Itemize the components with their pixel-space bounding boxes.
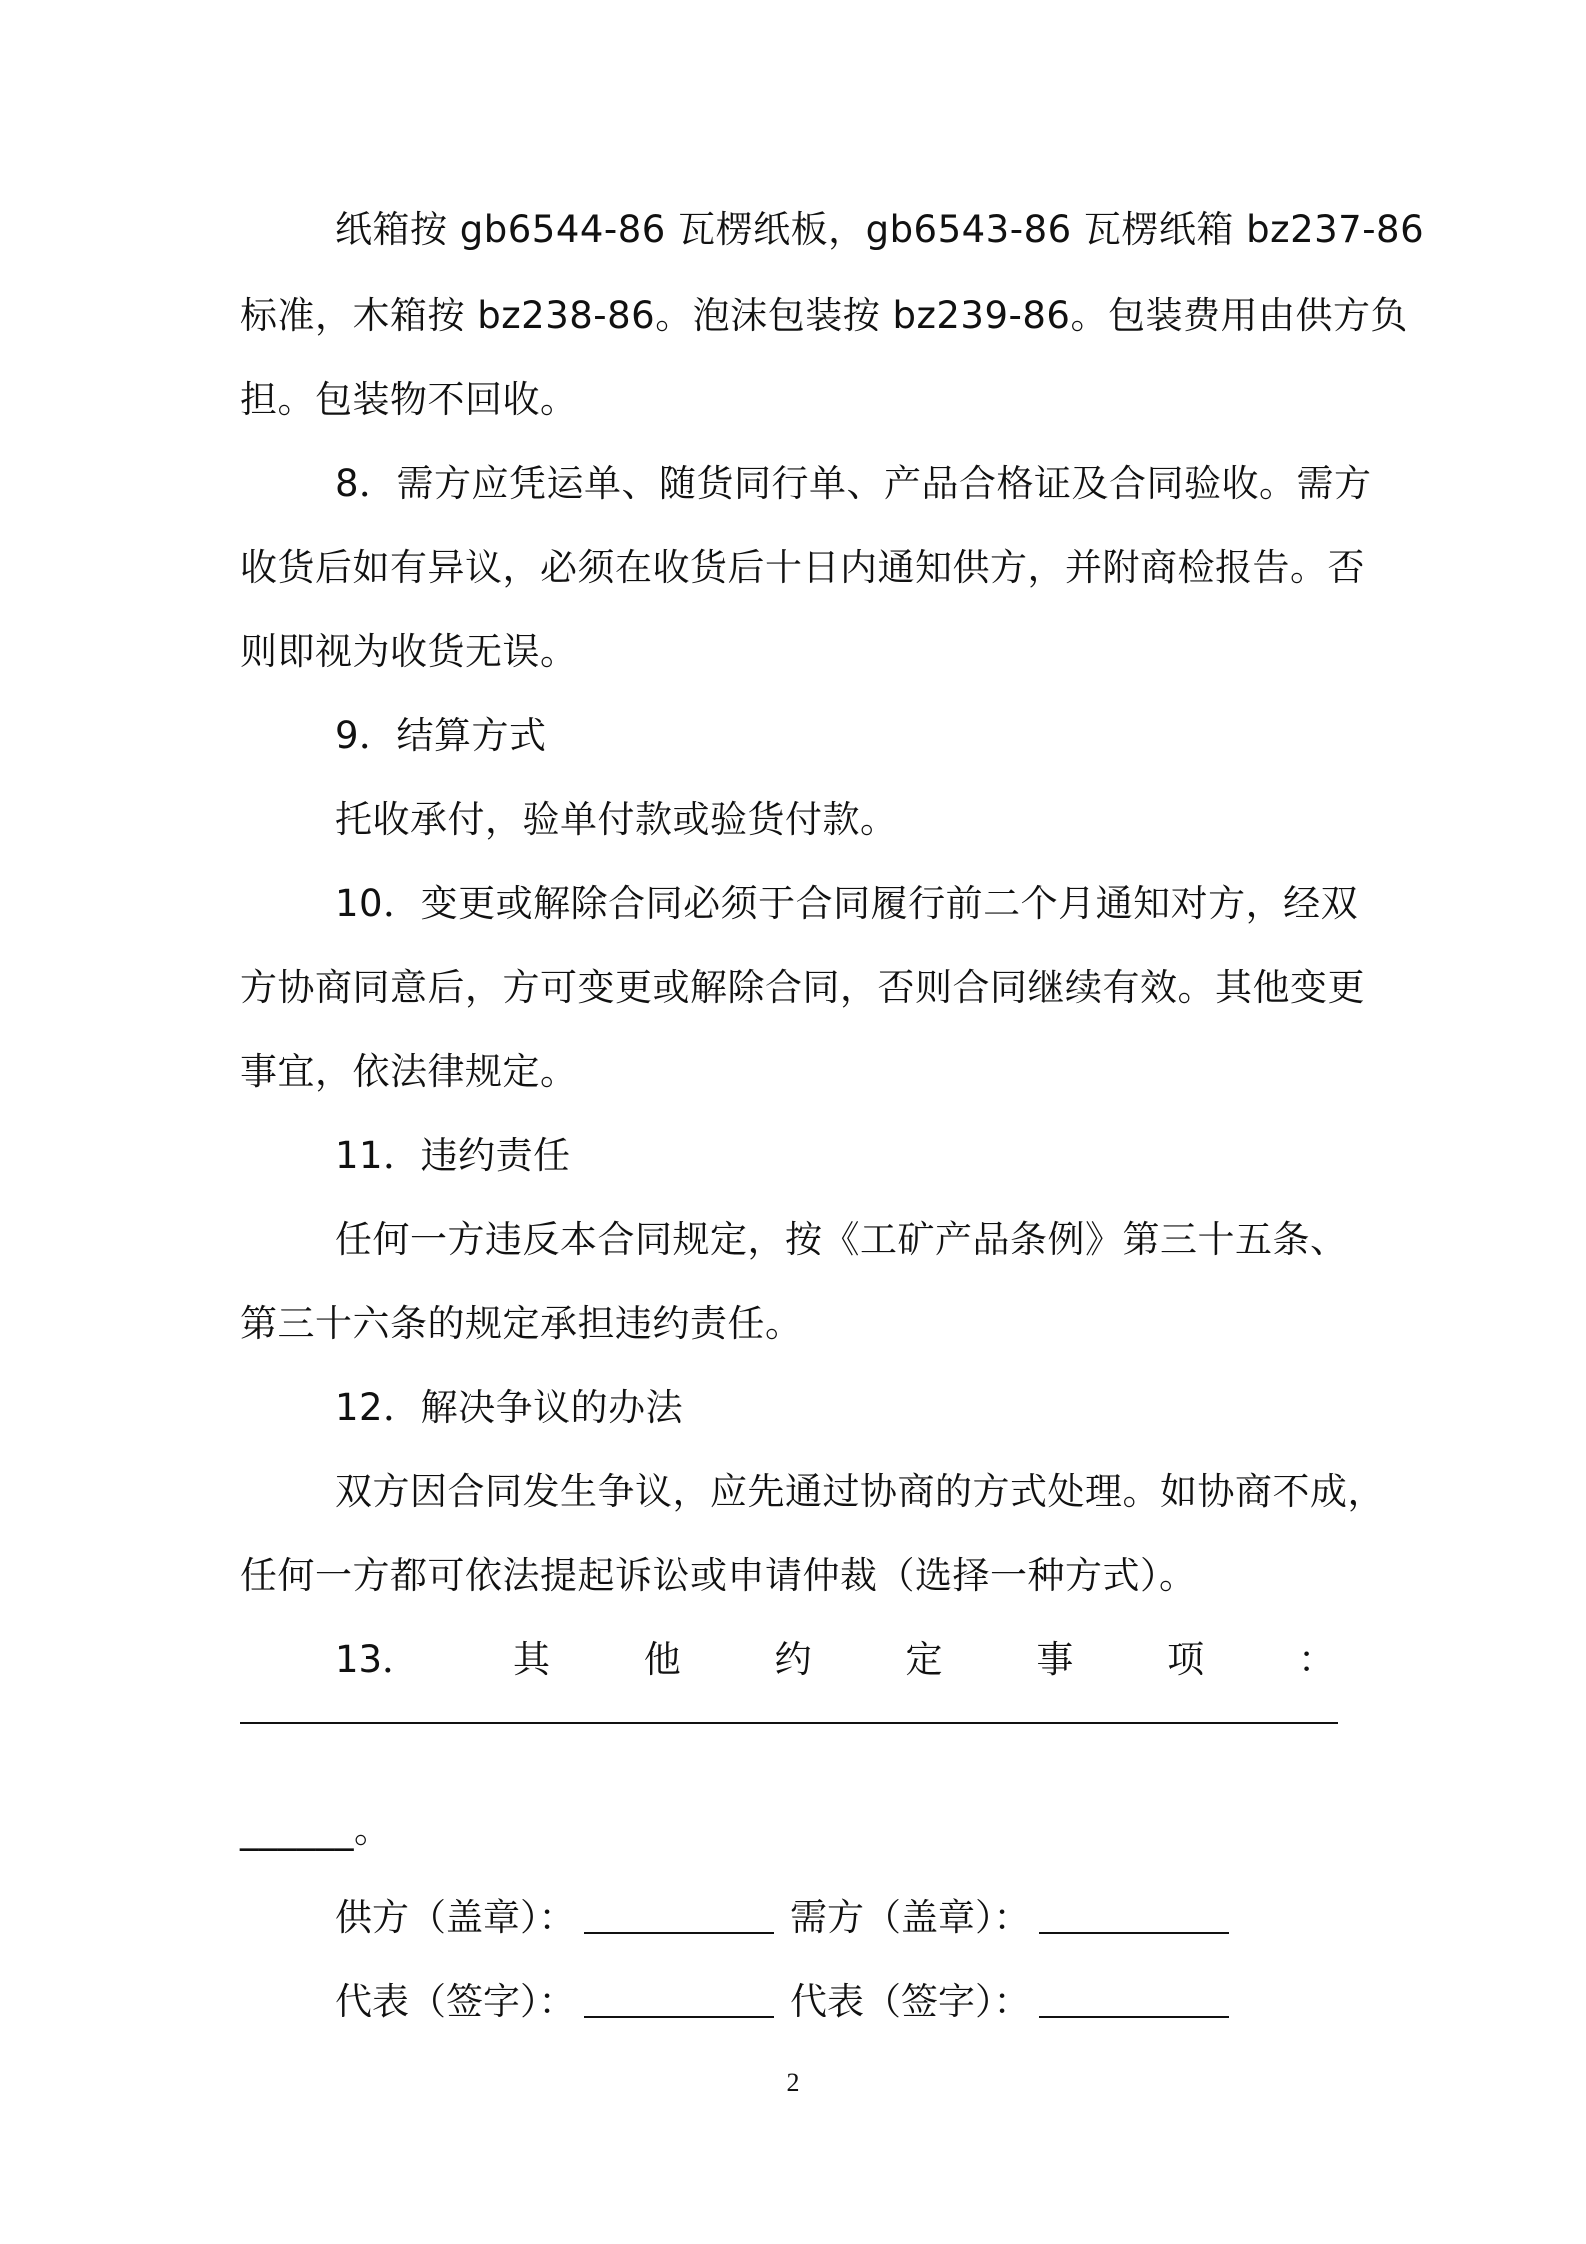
page-number: 2 bbox=[786, 2068, 800, 2097]
supplier-seal-field bbox=[335, 1893, 774, 1943]
buyer-seal-blank bbox=[1039, 1896, 1229, 1934]
heading-char: 他 bbox=[643, 1638, 681, 1681]
heading-char: 事 bbox=[1036, 1638, 1074, 1681]
paragraph-line: 纸箱按 gb6544-86 瓦楞纸板，gb6543-86 瓦楞纸箱 bz237-86 bbox=[335, 208, 1425, 251]
buyer-rep-blank bbox=[1039, 1980, 1229, 2018]
section-heading: 11．违约责任 bbox=[335, 1134, 571, 1177]
paragraph-line: 任何一方违反本合同规定，按《工矿产品条例》第三十五条、 bbox=[335, 1218, 1348, 1261]
paragraph-line: 第三十六条的规定承担违约责任。 bbox=[240, 1302, 803, 1345]
supplier-seal-blank bbox=[584, 1896, 774, 1934]
paragraph-line: 托收承付，验单付款或验货付款。 bbox=[335, 798, 898, 841]
paragraph-line: 收货后如有异议，必须在收货后十日内通知供方，并附商检报告。否 bbox=[240, 546, 1365, 589]
heading-char: 定 bbox=[905, 1638, 943, 1681]
paragraph-line: 10．变更或解除合同必须于合同履行前二个月通知对方，经双 bbox=[335, 882, 1359, 925]
buyer-seal-label: 需方（盖章）： bbox=[790, 1896, 1031, 1939]
buyer-rep-field bbox=[790, 1977, 1229, 2027]
heading-char: 项 bbox=[1167, 1638, 1205, 1681]
paragraph-line: 则即视为收货无误。 bbox=[240, 630, 578, 673]
section-heading: 9．结算方式 bbox=[335, 714, 547, 757]
paragraph-line: 事宜，依法律规定。 bbox=[240, 1050, 578, 1093]
section-heading: 12．解决争议的办法 bbox=[335, 1386, 684, 1429]
fill-in-end: ______。 bbox=[240, 1808, 392, 1851]
supplier-seal-label: 供方（盖章）： bbox=[335, 1896, 576, 1939]
paragraph-line: 标准，木箱按 bz238-86。泡沫包装按 bz239-86。包装费用由供方负 bbox=[240, 294, 1408, 337]
paragraph-line: 8．需方应凭运单、随货同行单、产品合格证及合同验收。需方 bbox=[335, 462, 1372, 505]
supplier-rep-label: 代表（签字）： bbox=[335, 1980, 576, 2023]
heading-char: ： bbox=[1298, 1638, 1335, 1681]
buyer-rep-label: 代表（签字）： bbox=[790, 1980, 1031, 2023]
heading-char: 13． bbox=[335, 1638, 420, 1681]
heading-char: 其 bbox=[512, 1638, 550, 1681]
supplier-rep-blank bbox=[584, 1980, 774, 2018]
paragraph-line: 双方因合同发生争议，应先通过协商的方式处理。如协商不成， bbox=[335, 1470, 1385, 1513]
supplier-rep-field bbox=[335, 1977, 774, 2027]
paragraph-line: 方协商同意后，方可变更或解除合同，否则合同继续有效。其他变更 bbox=[240, 966, 1365, 1009]
paragraph-line: 任何一方都可依法提起诉讼或申请仲裁（选择一种方式）。 bbox=[240, 1554, 1197, 1597]
section-heading-spread bbox=[335, 1635, 1335, 1685]
paragraph-line: 担。包装物不回收。 bbox=[240, 378, 578, 421]
fill-in-line bbox=[240, 1722, 1338, 1724]
heading-char: 约 bbox=[774, 1638, 812, 1681]
buyer-seal-field bbox=[790, 1893, 1229, 1943]
